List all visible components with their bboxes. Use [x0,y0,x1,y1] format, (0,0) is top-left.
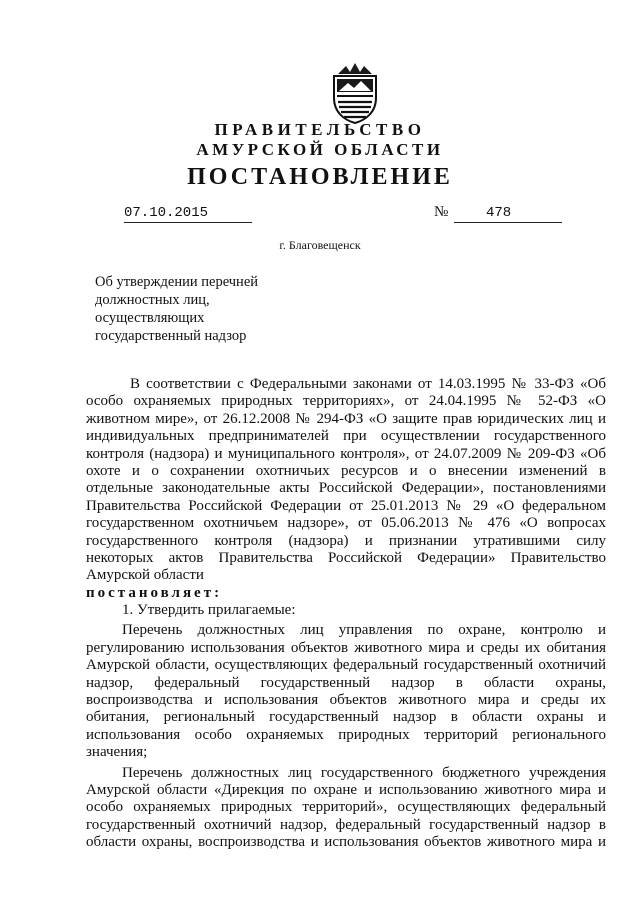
body-line: животном мире», от 26.12.2008 № 294-ФЗ «О защите прав юридических лиц и [86,410,606,427]
subject-line: осуществляющих [95,310,205,326]
body-line: использования особо охраняемых природных территорий регионального [86,726,606,743]
subject-line: должностных лиц, [95,292,210,308]
body-line: отдельные законодательные акты Российской Федерации», постановлениями [86,480,606,497]
body-line: Амурской области «Дирекция по охране и использованию животного мира и [86,781,606,798]
date-underline [124,222,252,223]
body-line: значения; [86,744,148,761]
resolves-keyword: постановляет: [86,584,223,601]
body-line: Перечень должностных лиц государственного бюджетного учреждения [122,764,606,781]
region-title: АМУРСКОЙ ОБЛАСТИ [196,140,444,159]
body-line: регулированию использования объектов животного мира и среды их обитания [86,639,606,656]
body-line: Амурской области, осуществляющих федеральный государственный охотничий [86,657,606,674]
body-line: Перечень должностных лиц управления по охране, контролю и [122,622,606,639]
city-name: г. Благовещенск [279,238,361,252]
body-line: государственный охотничий надзор, федеральный государственный надзор в [86,816,606,833]
document-body [86,376,606,852]
number-underline [454,222,562,223]
item-1: 1. Утвердить прилагаемые: [122,602,296,619]
body-line: Амурской области [86,567,204,584]
body-line: воспроизводства и использования объектов животного мира и среды их [86,692,606,709]
subject-line: государственный надзор [95,328,247,344]
body-line: В соответствии с Федеральными законами от 14.03.1995 № 33-ФЗ «Об [130,376,606,392]
body-line: Правительства Российской Федерации от 25.01.2013 № 29 «О федеральном [86,497,606,514]
body-line: охоте и о сохранении охотничьих ресурсов и о внесении изменений в [86,462,606,479]
body-line: контроля (надзора) и муниципального контроля», от 24.07.2009 № 209-ФЗ «Об [86,445,606,462]
body-line: особо охраняемых природных территориях», от 24.04.1995 № 52-ФЗ «О [86,393,606,410]
document-type-title: ПОСТАНОВЛЕНИЕ [187,164,453,190]
document-number: 478 [486,205,512,221]
coat-of-arms-icon [328,60,382,124]
body-line: государственном охотничьем надзоре», от 05.06.2013 № 476 «О вопросах [86,515,606,532]
document-date: 07.10.2015 [124,205,209,221]
body-line: некоторых актов Правительства Российской Федерации» Правительство [86,549,606,566]
body-line: индивидуальных предпринимателей при осуществлении государственного [86,428,606,445]
government-title: ПРАВИТЕЛЬСТВО [214,120,426,139]
document-subject [95,273,258,345]
body-line: государственного контроля (надзора) и признании утратившими силу [86,532,606,549]
body-line: особо охраняемых природных территорий», осуществляющих федеральный [86,799,606,816]
body-line: обитания, региональный государственный надзор в области охраны и [86,709,606,726]
body-line: области охраны, воспроизводства и использования объектов животного мира и [86,834,606,851]
subject-line: Об утверждении перечней [95,274,259,290]
body-line: надзор, федеральный государственный надзор в области охраны, [86,674,606,691]
number-sign: № [434,204,449,220]
